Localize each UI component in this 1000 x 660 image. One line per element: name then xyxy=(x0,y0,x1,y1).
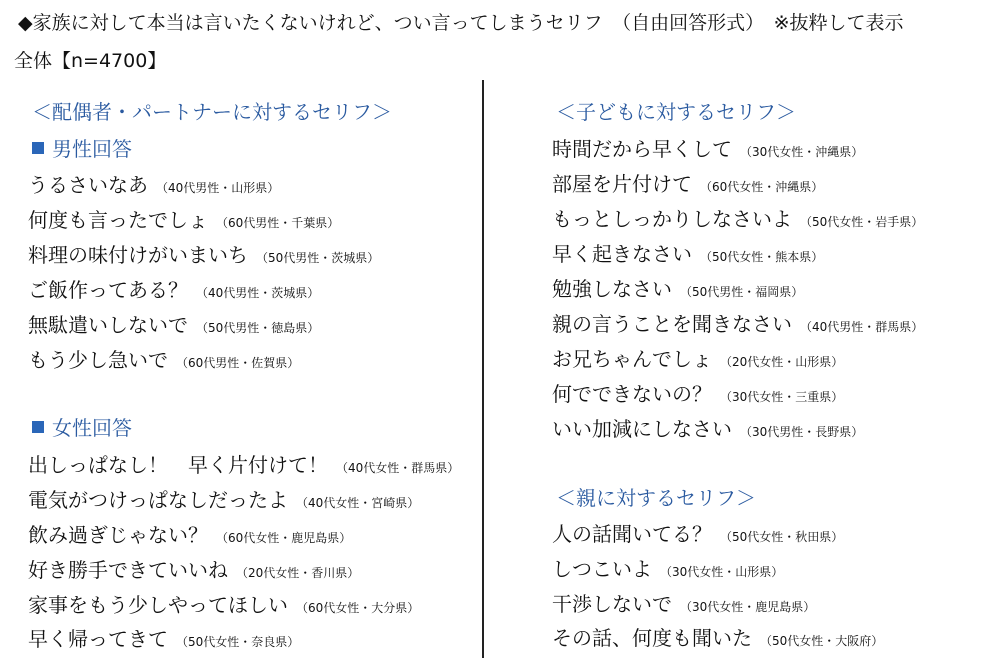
respondent-info: （50代女性・秋田県） xyxy=(720,530,844,544)
quote-item xyxy=(28,519,351,548)
square-bullet-icon xyxy=(32,142,44,154)
column-divider xyxy=(482,80,484,658)
quote-text: 早く帰ってきて xyxy=(28,627,168,651)
quote-text: その話、何度も聞いた xyxy=(552,626,752,650)
quote-item xyxy=(552,238,823,267)
quote-text: 部屋を片付けて xyxy=(552,172,692,196)
respondent-info: （40代女性・群馬県） xyxy=(336,461,460,475)
quote-text: 時間だから早くして xyxy=(552,137,732,161)
male-heading-label: 男性回答 xyxy=(52,137,132,161)
quote-text: 親の言うことを聞きなさい xyxy=(552,312,792,336)
respondent-info: （30代女性・沖縄県） xyxy=(740,145,864,159)
quote-item xyxy=(552,518,843,547)
quote-item xyxy=(28,554,359,583)
quote-item xyxy=(28,484,419,513)
respondent-info: （40代女性・宮崎県） xyxy=(296,496,420,510)
quote-item xyxy=(552,133,863,162)
quote-text: 干渉しないで xyxy=(552,592,672,616)
respondent-info: （50代女性・大阪府） xyxy=(760,634,884,648)
quote-item xyxy=(28,239,379,268)
quote-text: 人の話聞いてる？ xyxy=(552,522,712,546)
quote-text: 出しっぱなし！ 早く片付けて！ xyxy=(28,453,328,477)
quote-text: 家事をもう少しやってほしい xyxy=(28,593,288,617)
respondent-info: （30代女性・三重県） xyxy=(720,390,844,404)
quote-text: 料理の味付けがいまいち xyxy=(28,243,248,267)
female-heading xyxy=(32,412,132,441)
quote-item xyxy=(552,413,863,442)
quote-item xyxy=(28,204,339,233)
quote-item xyxy=(552,588,815,617)
quote-item xyxy=(28,623,299,652)
quote-item xyxy=(552,553,783,582)
respondent-info: （30代女性・山形県） xyxy=(660,565,784,579)
quote-text: 勉強しなさい xyxy=(552,277,672,301)
quote-text: もう少し急いで xyxy=(28,348,168,372)
quote-item xyxy=(28,589,419,618)
respondent-info: （50代女性・熊本県） xyxy=(700,250,824,264)
respondent-info: （60代女性・大分県） xyxy=(296,601,420,615)
quote-item xyxy=(28,309,319,338)
quote-item xyxy=(552,273,803,302)
quote-text: うるさいなあ xyxy=(28,173,148,197)
respondent-info: （60代男性・千葉県） xyxy=(216,216,340,230)
respondent-info: （60代女性・鹿児島県） xyxy=(216,531,352,545)
quote-text: 飲み過ぎじゃない？ xyxy=(28,523,208,547)
respondent-info: （50代女性・奈良県） xyxy=(176,635,300,649)
quote-text: 電気がつけっぱなしだったよ xyxy=(28,488,288,512)
quote-text: 何でできないの？ xyxy=(552,382,712,406)
quote-item xyxy=(28,169,279,198)
respondent-info: （50代男性・茨城県） xyxy=(256,251,380,265)
page-title: ◆家族に対して本当は言いたくないけれど、つい言ってしまうセリフ （自由回答形式） ※抜粋して表示 xyxy=(18,12,904,34)
quote-item xyxy=(552,168,823,197)
respondent-info: （50代女性・岩手県） xyxy=(800,215,924,229)
male-heading xyxy=(32,133,132,162)
respondent-info: （50代男性・福岡県） xyxy=(680,285,804,299)
sample-size: 全体【n=4700】 xyxy=(14,50,167,72)
respondent-info: （60代女性・沖縄県） xyxy=(700,180,824,194)
section-title-children: ＜子どもに対するセリフ＞ xyxy=(556,100,796,124)
quote-item xyxy=(28,344,299,373)
respondent-info: （40代男性・茨城県） xyxy=(196,286,320,300)
quote-text: いい加減にしなさい xyxy=(552,417,732,441)
respondent-info: （30代男性・長野県） xyxy=(740,425,864,439)
quote-item xyxy=(552,308,923,337)
square-bullet-icon xyxy=(32,421,44,433)
quote-text: 何度も言ったでしょ xyxy=(28,208,208,232)
quote-text: しつこいよ xyxy=(552,557,652,581)
quote-item xyxy=(28,274,319,303)
respondent-info: （20代女性・香川県） xyxy=(236,566,360,580)
quote-item xyxy=(28,449,459,478)
quote-text: 無駄遣いしないで xyxy=(28,313,188,337)
quote-text: お兄ちゃんでしょ xyxy=(552,347,712,371)
quote-item xyxy=(552,343,843,372)
quote-text: もっとしっかりしなさいよ xyxy=(552,207,792,231)
quote-text: 好き勝手できていいね xyxy=(28,558,228,582)
respondent-info: （60代男性・佐賀県） xyxy=(176,356,300,370)
section-title-spouse: ＜配偶者・パートナーに対するセリフ＞ xyxy=(32,100,392,124)
respondent-info: （50代男性・徳島県） xyxy=(196,321,320,335)
quote-item xyxy=(552,378,843,407)
quote-text: 早く起きなさい xyxy=(552,242,692,266)
female-heading-label: 女性回答 xyxy=(52,416,132,440)
quote-item xyxy=(552,203,923,232)
quote-item xyxy=(552,622,883,651)
respondent-info: （30代女性・鹿児島県） xyxy=(680,600,816,614)
respondent-info: （20代女性・山形県） xyxy=(720,355,844,369)
quote-text: ご飯作ってある？ xyxy=(28,278,188,302)
section-title-parents: ＜親に対するセリフ＞ xyxy=(556,486,756,510)
respondent-info: （40代男性・群馬県） xyxy=(800,320,924,334)
respondent-info: （40代男性・山形県） xyxy=(156,181,280,195)
